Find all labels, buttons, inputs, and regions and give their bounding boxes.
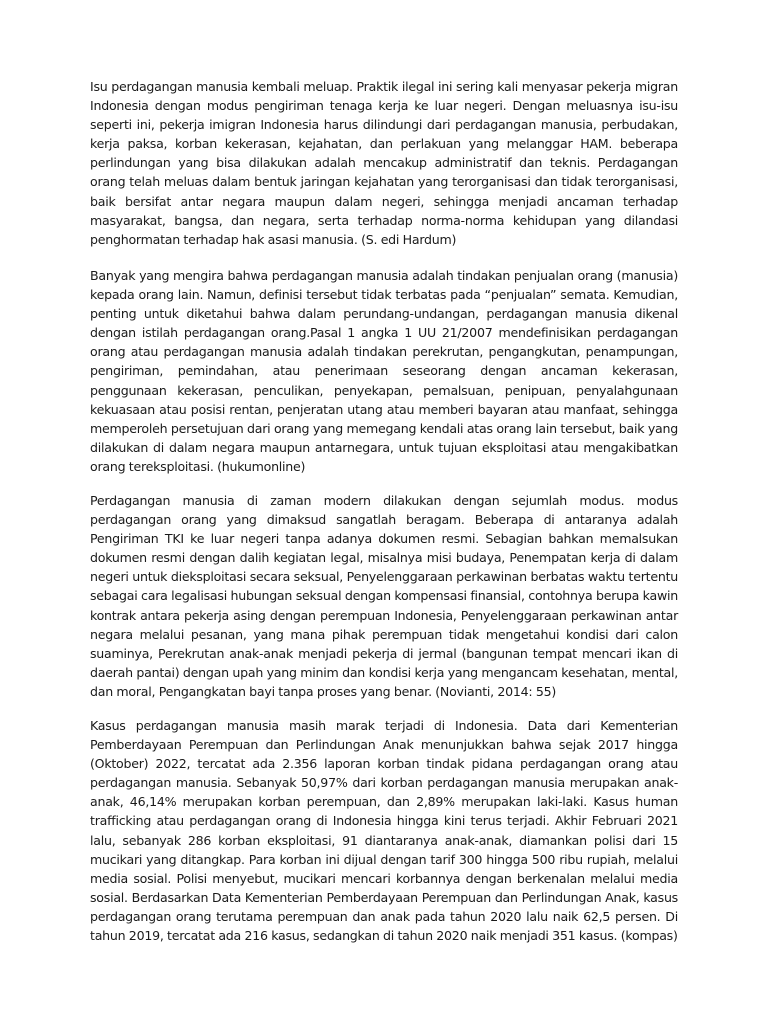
paragraph-3: Perdagangan manusia di zaman modern dilakukan dengan sejumlah modus. modus perdagangan orang yang dimaksud sangatlah beragam. Beberapa di antaranya adalah Pengiriman TKI ke luar negeri tanpa adanya dokumen resmi. Sebagian bahkan memalsukan dokumen resmi dengan dalih kegiatan legal, misalnya misi budaya, Penempatan kerja di dalam negeri untuk dieksploitasi secara seksual, Penyelenggaraan perkawinan berbatas waktu tertentu sebagai cara legalisasi hubungan seksual dengan kompensasi finansial, contohnya berupa kawin kontrak antara pekerja asing dengan perempuan Indonesia, Penyelenggaraan perkawinan antar negara melalui pesanan, yang mana pihak perempuan tidak mengetahui kondisi dari calon suaminya, Perekrutan anak-anak menjadi pekerja di jermal (bangunan tempat mencari ikan di daerah pantai) dengan upah yang minim dan kondisi kerja yang mengancam kesehatan, mental, dan moral, Pengangkatan bayi tanpa proses yang benar. (Novianti, 2014: 55)	[90, 493, 678, 699]
paragraph-2: Banyak yang mengira bahwa perdagangan manusia adalah tindakan penjualan orang (manusia) kepada orang lain. Namun, definisi tersebut tidak terbatas pada “penjualan” semata. Kemudian, penting untuk diketahui bahwa dalam perundang-undangan, perdagangan manusia dikenal dengan istilah perdagangan orang.Pasal 1 angka 1 UU 21/2007 mendefinisikan perdagangan orang atau perdagangan manusia adalah tindakan perekrutan, pengangkutan, penampungan, pengiriman, pemindahan, atau penerimaan seseorang dengan ancaman kekerasan, penggunaan kekerasan, penculikan, penyekapan, pemalsuan, penipuan, penyalahgunaan kekuasaan atau posisi rentan, penjeratan utang atau memberi bayaran atau manfaat, sehingga memperoleh persetujuan dari orang yang memegang kendali atas orang lain tersebut, baik yang dilakukan di dalam negara maupun antarnegara, untuk tujuan eksploitasi atau mengakibatkan orang tereksploitasi. (hukumonline)	[90, 268, 678, 474]
paragraph-4: Kasus perdagangan manusia masih marak terjadi di Indonesia. Data dari Kementerian Pemberdayaan Perempuan dan Perlindungan Anak menunjukkan bahwa sejak 2017 hingga (Oktober) 2022, tercatat ada 2.356 laporan korban tindak pidana perdagangan orang atau perdagangan manusia. Sebanyak 50,97% dari korban perdagangan manusia merupakan anak-anak, 46,14% merupakan korban perempuan, dan 2,89% merupakan laki-laki. Kasus human trafficking atau perdagangan orang di Indonesia hingga kini terus terjadi. Akhir Februari 2021 lalu, sebanyak 286 korban eksploitasi, 91 diantaranya anak-anak, diamankan polisi dari 15 mucikari yang ditangkap. Para korban ini dijual dengan tarif 300 hingga 500 ribu rupiah, melalui media sosial. Polisi menyebut, mucikari mencari korbannya dengan berkenalan melalui media sosial. Berdasarkan Data Kementerian Pemberdayaan Perempuan dan Perlindungan Anak, kasus perdagangan orang terutama perempuan dan anak pada tahun 2020 lalu naik 62,5 persen. Di tahun 2019, tercatat ada 216 kasus, sedangkan di tahun 2020 naik menjadi 351 kasus. (kompas)	[90, 718, 678, 944]
paragraph-1: Isu perdagangan manusia kembali meluap. Praktik ilegal ini sering kali menyasar pekerja migran Indonesia dengan modus pengiriman tenaga kerja ke luar negeri. Dengan meluasnya isu-isu seperti ini, pekerja imigran Indonesia harus dilindungi dari perdagangan manusia, perbudakan, kerja paksa, korban kekerasan, kejahatan, dan perlakuan yang melanggar HAM. beberapa perlindungan yang bisa dilakukan adalah mencakup administratif dan teknis. Perdagangan orang telah meluas dalam bentuk jaringan kejahatan yang terorganisasi dan tidak terorganisasi, baik bersifat antar negara maupun dalam negeri, sehingga menjadi ancaman terhadap masyarakat, bangsa, dan negara, serta terhadap norma-norma kehidupan yang dilandasi penghormatan terhadap hak asasi manusia. (S. edi Hardum)	[90, 79, 678, 247]
